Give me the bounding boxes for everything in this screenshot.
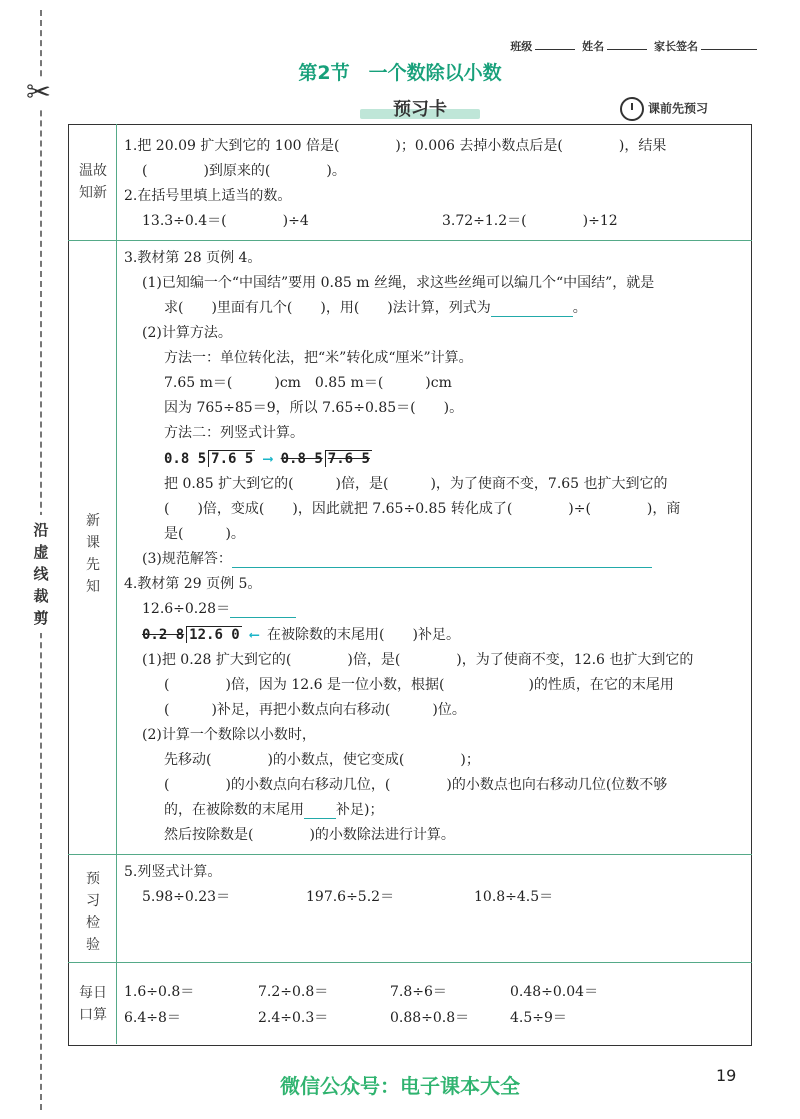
name-blank[interactable] <box>607 49 647 50</box>
method-2c: 是( )。 <box>164 526 245 542</box>
daily-item: 1.6÷0.8＝ <box>124 984 195 1000</box>
question-4-2c: 的，在被除数的末尾用 补足)； <box>164 802 384 818</box>
question-1b: ( )到原来的( )。 <box>142 163 346 179</box>
question-4-2b: ( )的小数点向右移动几位，( )的小数点也向右移动几位(位数不够 <box>164 777 668 793</box>
student-info-fields <box>510 38 760 54</box>
arrow-icon: ⟵ <box>250 627 259 643</box>
question-3: 3.教材第 28 页例 4。 <box>124 250 262 266</box>
section-label-review: 温故 知新 <box>79 163 107 201</box>
method-2a: 把 0.85 扩大到它的( )倍，是( )，为了使商不变，7.65 也扩大到它的 <box>164 476 668 492</box>
parent-sign-blank[interactable] <box>701 49 757 50</box>
method-2b: ( )倍，变成( )，因此就把 7.65÷0.85 转化成了( )÷( )，商 <box>164 501 681 517</box>
method-1b: 因为 765÷85＝9，所以 7.65÷0.85＝( )。 <box>164 400 464 416</box>
arrow-icon: ⟶ <box>263 451 273 467</box>
question-4-2: (2)计算一个数除以小数时， <box>142 727 316 743</box>
daily-item: 4.5÷9＝ <box>510 1010 567 1026</box>
answer-blank[interactable] <box>232 551 652 568</box>
long-division-1: 0.8 5 7.6 5 ⟶ 0.8 5 7.6 5 <box>164 451 370 467</box>
practice-item: 10.8÷4.5＝ <box>474 889 554 905</box>
answer-blank[interactable] <box>230 601 296 618</box>
daily-item: 6.4÷8＝ <box>124 1010 181 1026</box>
card-title: 预习卡 <box>360 95 480 121</box>
question-3-1a: (1)已知编一个“中国结”要用 0.85 m 丝绳，求这些丝绳可以编几个“中国结”，就是 <box>142 275 655 291</box>
wechat-footer: 微信公众号：电子课本大全 <box>280 1074 520 1098</box>
long-division-2: 0.2 8 12.6 0 ⟵ 在被除数的末尾用( )补足。 <box>142 627 460 643</box>
daily-item: 2.4÷0.3＝ <box>258 1010 329 1026</box>
question-4-1c: ( )补足，再把小数点向右移动( )位。 <box>164 702 466 718</box>
section-label-practice: 预 习 检 验 <box>86 871 100 953</box>
question-2: 2.在括号里填上适当的数。 <box>124 188 292 204</box>
question-4-expr: 12.6÷0.28＝ <box>142 600 296 618</box>
question-5: 5.列竖式计算。 <box>124 864 222 880</box>
method-1: 方法一：单位转化法，把“米”转化成“厘米”计算。 <box>164 350 473 366</box>
row-divider <box>68 854 752 855</box>
answer-blank[interactable] <box>491 300 573 317</box>
preview-badge: 课前先预习 <box>620 97 708 121</box>
class-blank[interactable] <box>535 49 575 50</box>
section-title: 第2节 一个数除以小数 <box>298 62 502 84</box>
class-label: 班级 <box>510 40 533 53</box>
question-3-1b: 求( )里面有几个( )，用( )法计算，列式为 。 <box>164 300 587 316</box>
daily-item: 0.88÷0.8＝ <box>390 1010 470 1026</box>
name-label: 姓名 <box>582 40 605 53</box>
question-4-1a: (1)把 0.28 扩大到它的( )倍，是( )，为了使商不变，12.6 也扩大到它的 <box>142 652 694 668</box>
column-divider <box>116 124 117 1044</box>
practice-item: 197.6÷5.2＝ <box>306 889 395 905</box>
question-2a: 13.3÷0.4＝( )÷4 <box>142 213 309 229</box>
question-2b: 3.72÷1.2＝( )÷12 <box>442 213 618 229</box>
parent-sign-label: 家长签名 <box>654 40 698 53</box>
page-number: 19 <box>716 1066 737 1085</box>
method-2: 方法二：列竖式计算。 <box>164 425 304 441</box>
method-1a: 7.65 m＝( )cm 0.85 m＝( )cm <box>164 375 452 391</box>
question-1a: 1.把 20.09 扩大到它的 100 倍是( )；0.006 去掉小数点后是( )，结果 <box>124 138 667 154</box>
question-3-2: (2)计算方法。 <box>142 325 232 341</box>
section-label-new-lesson: 新 课 先 知 <box>86 513 100 595</box>
answer-blank[interactable] <box>304 802 336 819</box>
cut-instruction: 沿 虚 线 裁 剪 <box>30 515 52 633</box>
row-divider <box>68 962 752 963</box>
question-3-3: (3)规范解答： <box>142 550 652 568</box>
clock-icon <box>620 97 644 121</box>
section-label-daily: 每日 口算 <box>79 985 107 1023</box>
question-4-1b: ( )倍，因为 12.6 是一位小数，根据( )的性质，在它的末尾用 <box>164 677 674 693</box>
daily-item: 7.2÷0.8＝ <box>258 984 329 1000</box>
scissors-icon: ✂ <box>26 75 52 110</box>
daily-item: 7.8÷6＝ <box>390 984 447 1000</box>
practice-item: 5.98÷0.23＝ <box>142 889 231 905</box>
question-4: 4.教材第 29 页例 5。 <box>124 576 262 592</box>
question-4-2a: 先移动( )的小数点，使它变成( )； <box>164 752 480 768</box>
question-4-2d: 然后按除数是( )的小数除法进行计算。 <box>164 827 455 843</box>
row-divider <box>68 240 752 241</box>
daily-item: 0.48÷0.04＝ <box>510 984 599 1000</box>
